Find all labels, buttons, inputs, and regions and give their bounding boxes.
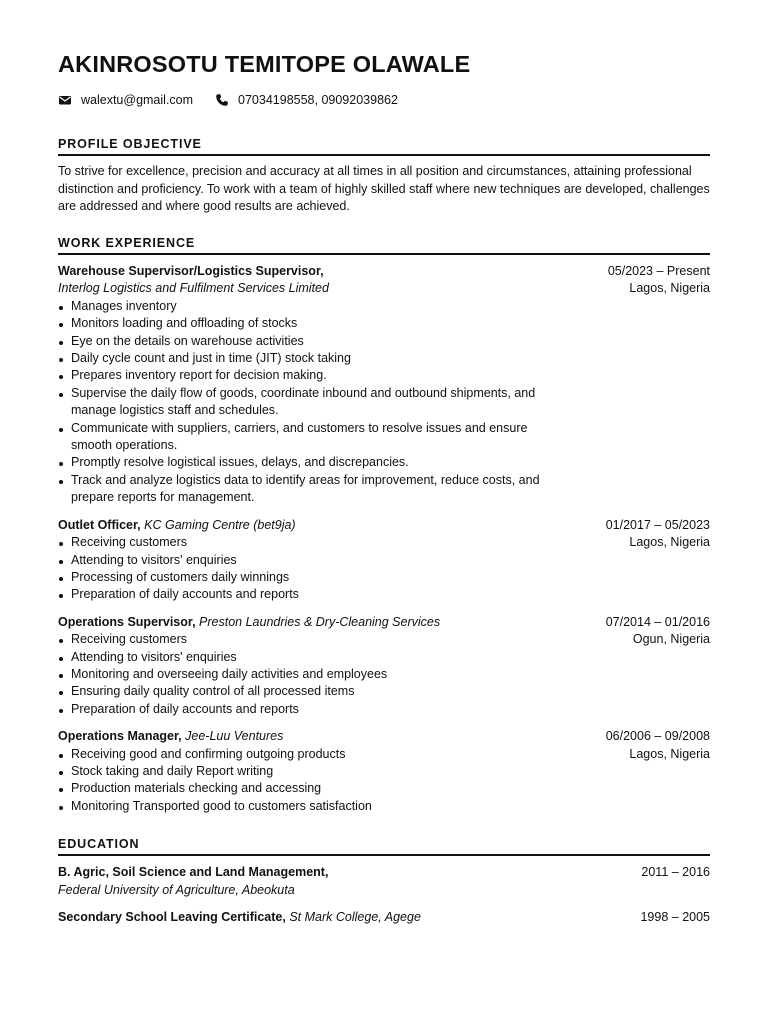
- job-company: Interlog Logistics and Fulfilment Services Limited: [58, 281, 329, 296]
- list-item: Attending to visitors' enquiries: [58, 649, 551, 666]
- job-role: Operations Manager,: [58, 729, 182, 744]
- job-location: Lagos, Nigeria: [629, 535, 710, 550]
- list-item: Supervise the daily flow of goods, coordinate inbound and outbound shipments, and manage logistics staff and schedules.: [58, 385, 551, 420]
- education-institution: St Mark College, Agege: [289, 910, 421, 925]
- job-entry: [58, 517, 710, 604]
- list-item: Communicate with suppliers, carriers, and customers to resolve issues and ensure smooth operations.: [58, 420, 551, 455]
- job-dates: 05/2023 – Present: [607, 264, 710, 278]
- job-dates: 06/2006 – 09/2008: [605, 729, 710, 744]
- envelope-icon: [58, 93, 72, 107]
- phone-icon: [215, 93, 229, 107]
- list-item: Manages inventory: [58, 298, 551, 315]
- education-years: 1998 – 2005: [640, 910, 710, 925]
- education-institution: Federal University of Agriculture, Abeokuta: [58, 882, 295, 897]
- job-duties: [58, 298, 710, 507]
- job-location: Lagos, Nigeria: [629, 281, 710, 296]
- job-company: KC Gaming Centre (bet9ja): [144, 517, 296, 532]
- education-section: [58, 834, 710, 927]
- job-duties: [58, 746, 710, 816]
- list-item: Receiving customers: [58, 631, 551, 648]
- profile-section: [58, 134, 710, 216]
- job-role: Outlet Officer,: [58, 517, 141, 532]
- job-entry: [58, 263, 710, 507]
- section-title-profile: PROFILE OBJECTIVE: [58, 134, 710, 156]
- education-degree: B. Agric, Soil Science and Land Management,: [58, 865, 329, 879]
- job-company: Preston Laundries & Dry-Cleaning Services: [199, 614, 441, 629]
- list-item: Promptly resolve logistical issues, delays, and discrepancies.: [58, 454, 551, 471]
- section-title-education: EDUCATION: [58, 834, 710, 856]
- list-item: Ensuring daily quality control of all processed items: [58, 683, 551, 700]
- list-item: Preparation of daily accounts and reports: [58, 586, 551, 603]
- education-years: 2011 – 2016: [641, 865, 710, 879]
- job-entry: [58, 614, 710, 718]
- list-item: Receiving customers: [58, 534, 551, 551]
- contact-line: [58, 91, 398, 109]
- list-item: Monitoring and overseeing daily activities and employees: [58, 666, 551, 683]
- job-company: Jee-Luu Ventures: [185, 729, 284, 744]
- section-title-work: WORK EXPERIENCE: [58, 233, 710, 255]
- list-item: Eye on the details on warehouse activities: [58, 333, 551, 350]
- list-item: Receiving good and confirming outgoing products: [58, 746, 551, 763]
- job-location: Ogun, Nigeria: [632, 632, 710, 647]
- profile-text: To strive for excellence, precision and accuracy at all times in all position and circumstances, attaining professional distinction and proficiency. To work with a team of highly skilled staff where new techniques are developed, challenges are addressed and where good results are achieved.: [58, 164, 710, 214]
- list-item: Daily cycle count and just in time (JIT) stock taking: [58, 350, 551, 367]
- job-location: Lagos, Nigeria: [629, 746, 710, 761]
- list-item: Monitoring Transported good to customers satisfaction: [58, 798, 551, 815]
- list-item: Stock taking and daily Report writing: [58, 763, 551, 780]
- job-duties: [58, 631, 710, 718]
- list-item: Production materials checking and accessing: [58, 780, 551, 797]
- phone-numbers[interactable]: 07034198558, 09092039862: [238, 93, 398, 107]
- job-dates: 01/2017 – 05/2023: [605, 517, 710, 532]
- job-duties: [58, 534, 710, 604]
- education-degree: Secondary School Leaving Certificate,: [58, 910, 286, 925]
- job-dates: 07/2014 – 01/2016: [605, 614, 710, 629]
- education-entry: [58, 909, 710, 927]
- education-entry: [58, 864, 710, 899]
- job-role: Warehouse Supervisor/Logistics Supervisor,: [58, 264, 324, 278]
- list-item: Prepares inventory report for decision making.: [58, 367, 551, 384]
- list-item: Track and analyze logistics data to identify areas for improvement, reduce costs, and prepare reports for management.: [58, 472, 551, 507]
- list-item: Processing of customers daily winnings: [58, 569, 551, 586]
- email-link[interactable]: walextu@gmail.com: [81, 93, 194, 107]
- job-role: Operations Supervisor,: [58, 614, 196, 629]
- list-item: Preparation of daily accounts and reports: [58, 701, 551, 718]
- list-item: Monitors loading and offloading of stocks: [58, 315, 551, 332]
- job-entry: [58, 728, 710, 815]
- candidate-name: AKINROSOTU TEMITOPE OLAWALE: [58, 51, 471, 77]
- work-section: [58, 233, 710, 815]
- list-item: Attending to visitors' enquiries: [58, 552, 551, 569]
